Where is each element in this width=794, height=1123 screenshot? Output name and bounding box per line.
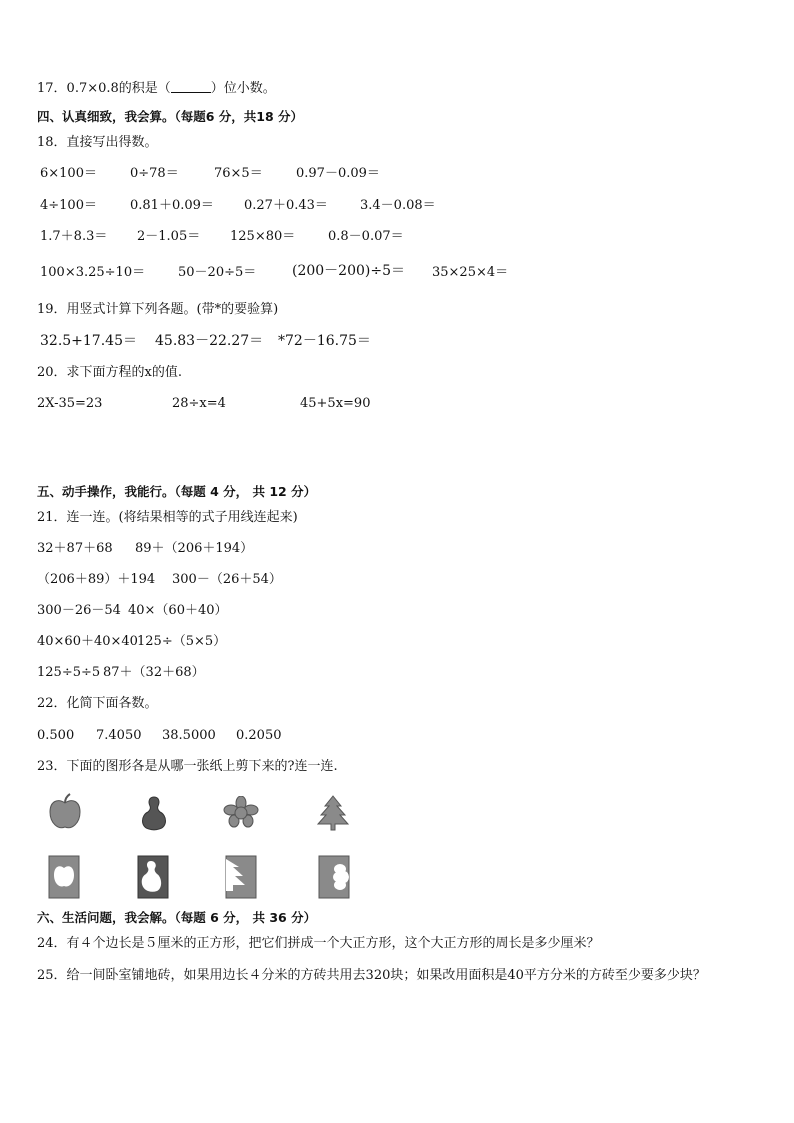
q21-left-3[interactable]: 40×60＋40×40 (37, 634, 138, 649)
q21-left-1[interactable]: （206＋89）＋194 (37, 572, 156, 587)
q18-r1-c1: 0.81＋0.09＝ (130, 198, 214, 213)
q18-title: 18．直接写出得数。 (37, 135, 158, 150)
q18-r1-c3: 3.4－0.08＝ (360, 198, 436, 213)
q17-prefix: 17．0.7×0.8的积是（ (37, 81, 171, 96)
q22-item-1: 7.4050 (96, 728, 142, 743)
q19-item-2: *72－16.75＝ (278, 333, 371, 349)
q18-r1-c2: 0.27＋0.43＝ (244, 198, 328, 213)
q21-left-4[interactable]: 125÷5÷5 (37, 665, 101, 680)
q18-r3-c0: 100×3.25÷10＝ (40, 265, 146, 280)
q18-r0-c2: 76×5＝ (214, 166, 263, 181)
q25-text: 25．给一间卧室铺地砖，如果用边长４分米的方砖共用去320块；如果改用面积是40平方分米的方砖至少要多少块？ (37, 968, 706, 983)
q19-title: 19．用竖式计算下列各题。(带*的要验算) (37, 302, 279, 317)
q20-item-1: 28÷x=4 (172, 396, 226, 411)
q22-item-0: 0.500 (37, 728, 75, 743)
q18-r1-c0: 4÷100＝ (40, 198, 97, 213)
q21-left-2[interactable]: 300－26－54 (37, 603, 121, 618)
paper-apple-hole-icon[interactable] (48, 855, 80, 899)
section5-title: 五、动手操作，我能行。（每题 4 分， 共 12 分） (37, 484, 317, 499)
q18-r0-c1: 0÷78＝ (130, 166, 179, 181)
q22-title: 22．化简下面各数。 (37, 696, 158, 711)
q20-item-0: 2X-35=23 (37, 396, 103, 411)
q18-r2-c2: 125×80＝ (230, 229, 296, 244)
q18-r0-c0: 6×100＝ (40, 166, 97, 181)
q18-r3-c2: (200－200)÷5＝ (292, 263, 406, 279)
gourd-cutout-icon[interactable] (137, 795, 171, 831)
q21-right-2[interactable]: 40×（60＋40） (128, 603, 228, 618)
q18-r3-c1: 50－20÷5＝ (178, 265, 257, 280)
q21-right-0[interactable]: 89＋（206＋194） (135, 541, 254, 556)
q21-right-4[interactable]: 87＋（32＋68） (103, 665, 205, 680)
q22-item-3: 0.2050 (236, 728, 282, 743)
section4-title: 四、认真细致，我会算。（每题6 分，共18 分） (37, 109, 304, 124)
q17-suffix: ）位小数。 (210, 81, 276, 96)
q20-item-2: 45+5x=90 (300, 396, 371, 411)
q21-right-3[interactable]: 125÷（5×5） (137, 634, 227, 649)
q19-item-0: 32.5+17.45＝ (40, 333, 137, 349)
q23-title: 23．下面的图形各是从哪一张纸上剪下来的?连一连. (37, 759, 338, 774)
q24-text: 24．有４个边长是５厘米的正方形，把它们拼成一个大正方形，这个大正方形的周长是多少厘米？ (37, 936, 600, 951)
q17 (37, 80, 276, 98)
q21-title: 21．连一连。(将结果相等的式子用线连起来) (37, 510, 298, 525)
q21-left-0[interactable]: 32＋87＋68 (37, 541, 113, 556)
tree-cutout-icon[interactable] (316, 795, 350, 831)
paper-gourd-hole-icon[interactable] (137, 855, 169, 899)
paper-flower-hole-icon[interactable] (318, 855, 350, 899)
q18-r3-c3: 35×25×4＝ (432, 265, 509, 280)
q20-title: 20．求下面方程的x的值. (37, 365, 183, 380)
q18-r2-c0: 1.7＋8.3＝ (40, 229, 108, 244)
section6-title: 六、生活问题，我会解。（每题 6 分， 共 36 分） (37, 910, 317, 925)
apple-cutout-icon[interactable] (48, 793, 82, 831)
q18-r2-c3: 0.8－0.07＝ (328, 229, 404, 244)
q18-r0-c3: 0.97－0.09＝ (296, 166, 380, 181)
q18-r2-c1: 2－1.05＝ (137, 229, 201, 244)
q21-right-1[interactable]: 300－（26＋54） (172, 572, 282, 587)
q19-item-1: 45.83－22.27＝ (155, 333, 264, 349)
q17-answer-blank[interactable] (171, 80, 211, 93)
flower-cutout-icon[interactable] (222, 796, 260, 828)
paper-tree-hole-icon[interactable] (225, 855, 257, 899)
q22-item-2: 38.5000 (162, 728, 216, 743)
